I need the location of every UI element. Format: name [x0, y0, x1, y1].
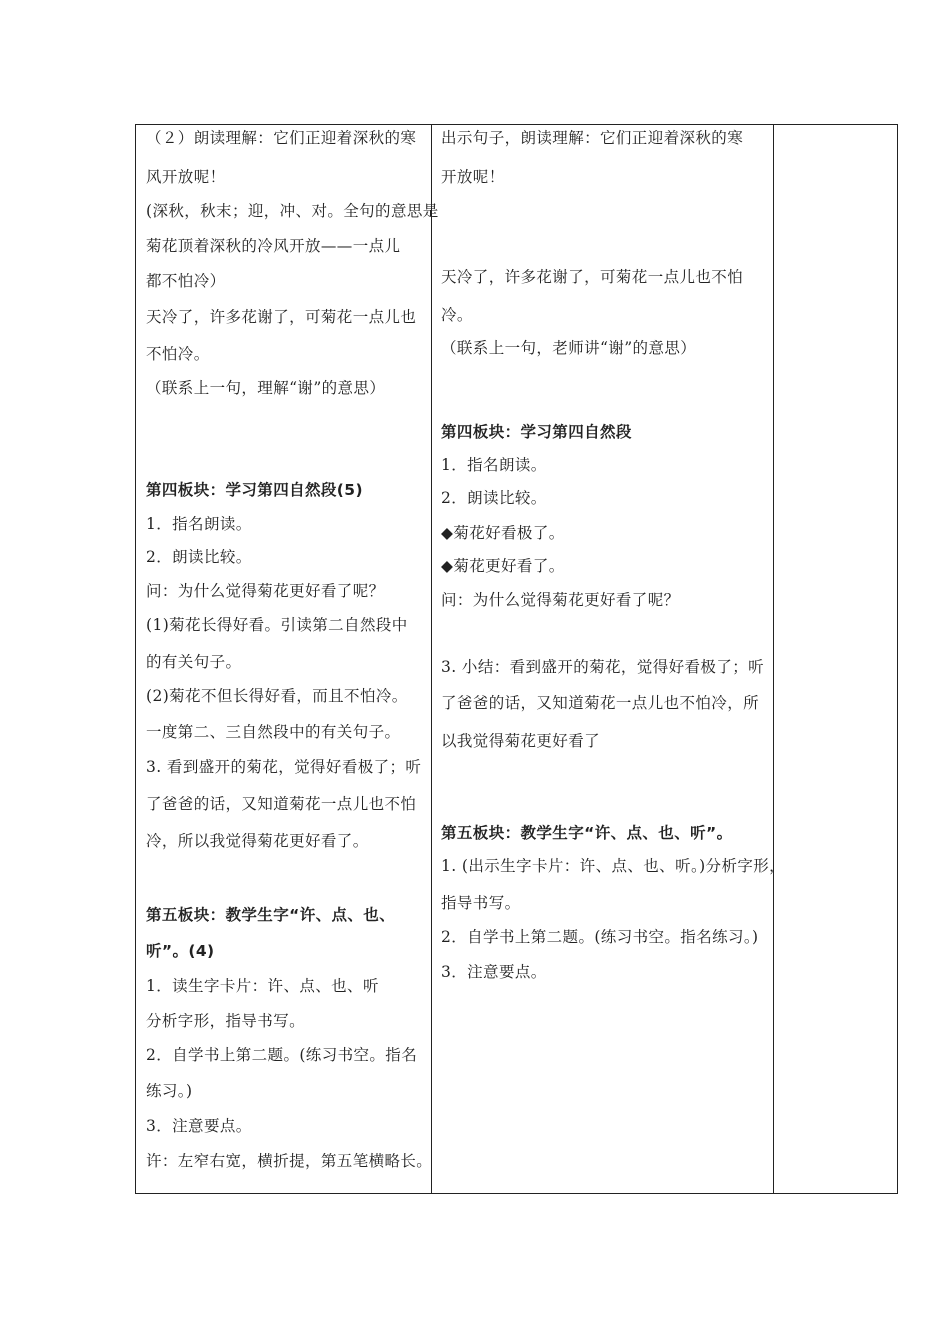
- text-line: 分析字形，指导书写。: [146, 1012, 306, 1030]
- text-line: (2)菊花不但长得好看，而且不怕冷。: [146, 687, 408, 705]
- text-line: 3．注意要点。: [146, 1117, 252, 1135]
- text-line: （联系上一句，理解“谢”的意思）: [146, 379, 386, 397]
- text-line: (1)菊花长得好看。引读第二自然段中: [146, 616, 408, 634]
- section-heading: 第五板块：教学生字“许、点、也、听”。: [441, 824, 733, 842]
- text-line: 以我觉得菊花更好看了: [441, 732, 601, 750]
- text-line: 1．指名朗读。: [146, 515, 252, 533]
- text-line: 冷，所以我觉得菊花更好看了。: [146, 832, 369, 850]
- text-line: 问：为什么觉得菊花更好看了呢？: [146, 582, 385, 600]
- section-heading: 第四板块：学习第四自然段: [441, 423, 632, 441]
- text-line: 3. 小结：看到盛开的菊花，觉得好看极了；听: [441, 658, 765, 676]
- text-line: ◆菊花好看极了。: [441, 524, 565, 542]
- text-line: 2．朗读比较。: [146, 548, 252, 566]
- section-heading: 第五板块：教学生字“许、点、也、: [146, 906, 396, 924]
- text-line: 的有关句子。: [146, 653, 242, 671]
- text-line: (深秋，秋末；迎，冲、对。全句的意思是: [146, 202, 439, 220]
- text-line: 3. 看到盛开的菊花，觉得好看极了；听: [146, 758, 422, 776]
- text-line: 了爸爸的话，又知道菊花一点儿也不怕: [146, 795, 417, 813]
- column-divider: [431, 125, 432, 1193]
- text-line: 1．读生字卡片：许、点、也、听: [146, 977, 379, 995]
- text-line: 天冷了，许多花谢了，可菊花一点儿也: [146, 308, 417, 326]
- section-heading: 第四板块：学习第四自然段(5): [146, 481, 363, 499]
- text-line: 1．指名朗读。: [441, 456, 547, 474]
- section-heading: 听”。(4): [146, 942, 215, 960]
- text-line: 风开放呢！: [146, 168, 226, 186]
- text-line: 2．朗读比较。: [441, 489, 547, 507]
- lesson-table: [135, 124, 898, 1194]
- text-line: 3．注意要点。: [441, 963, 547, 981]
- text-line: 都不怕冷）: [146, 272, 226, 290]
- text-line: 问：为什么觉得菊花更好看了呢？: [441, 591, 680, 609]
- text-line: 2．自学书上第二题。(练习书空。指名: [146, 1046, 418, 1064]
- text-line: 冷。: [441, 306, 473, 324]
- text-line: 指导书写。: [441, 894, 521, 912]
- text-line: 2．自学书上第二题。(练习书空。指名练习。): [441, 928, 759, 946]
- text-line: ◆菊花更好看了。: [441, 557, 565, 575]
- text-line: 练习。): [146, 1082, 193, 1100]
- text-line: 了爸爸的话，又知道菊花一点儿也不怕冷，所: [441, 694, 760, 712]
- text-line: 不怕冷。: [146, 345, 210, 363]
- text-line: 1. (出示生字卡片：许、点、也、听。)分析字形，: [441, 857, 786, 875]
- text-line: 出示句子，朗读理解：它们正迎着深秋的寒: [441, 129, 744, 147]
- text-line: 开放呢！: [441, 168, 505, 186]
- text-line: 天冷了，许多花谢了，可菊花一点儿也不怕: [441, 268, 744, 286]
- text-line: 许：左窄右宽，横折提，第五笔横略长。: [146, 1152, 433, 1170]
- text-line: 菊花顶着深秋的冷风开放——一点儿: [146, 237, 401, 255]
- column-divider: [773, 125, 774, 1193]
- text-line: 一度第二、三自然段中的有关句子。: [146, 723, 401, 741]
- text-line: （２）朗读理解：它们正迎着深秋的寒: [146, 129, 417, 147]
- text-line: （联系上一句，老师讲“谢”的意思）: [441, 339, 697, 357]
